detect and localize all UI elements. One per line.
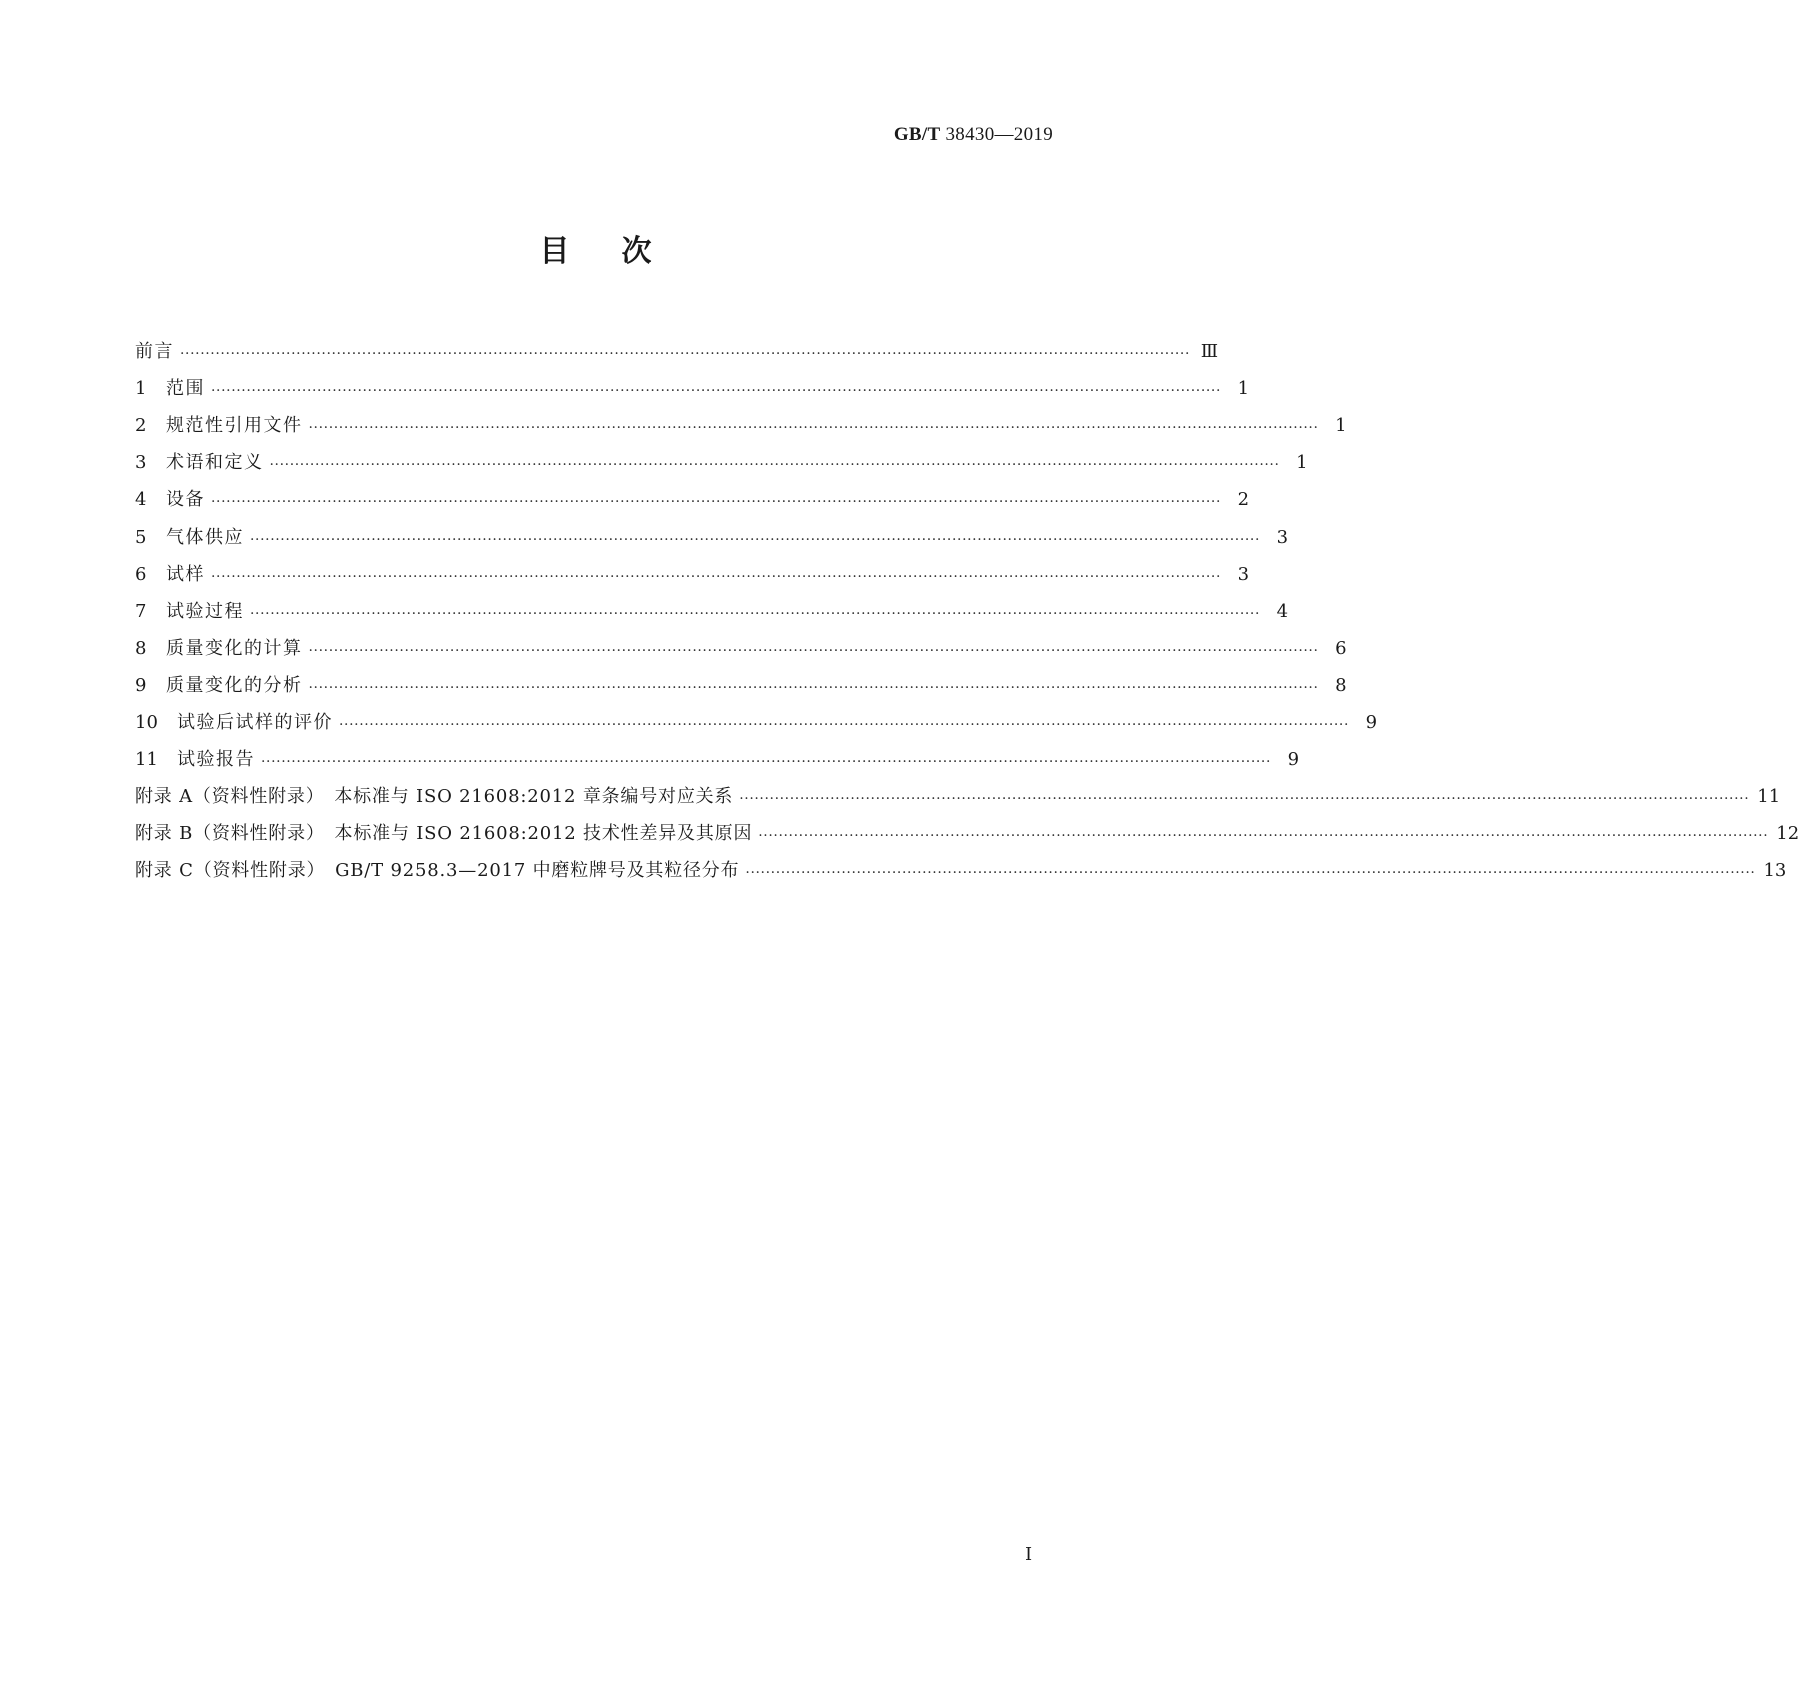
toc-entry-label: 附录 B（资料性附录） 本标准与 ISO 21608:2012 技术性差异及其原因 (135, 823, 753, 845)
toc-entry-page: 9 (1287, 749, 1300, 771)
toc-entry-5[interactable] (135, 509, 1289, 548)
toc-entry-number: 4 (135, 489, 147, 511)
toc-entry-appendix-c[interactable] (135, 843, 1787, 882)
toc-entry-number: 11 (135, 749, 158, 771)
toc-entry-3[interactable] (135, 435, 1308, 474)
toc-entry-7[interactable] (135, 584, 1289, 622)
toc-entry-label: 前言 (135, 341, 174, 363)
toc-leader-dots: ········································································································································································································ (758, 828, 1769, 845)
toc-entry-page: 13 (1763, 860, 1787, 882)
toc-entry-label: 试样 (166, 563, 205, 585)
toc-leader-dots: ········································································································································································································ (180, 346, 1191, 363)
toc-entry-foreword[interactable] (135, 324, 1219, 363)
toc-entry-page: 11 (1757, 786, 1781, 808)
toc-entry-number: 9 (135, 674, 147, 696)
toc-entry-page: 6 (1335, 637, 1347, 659)
toc-entry-page: 1 (1335, 415, 1347, 437)
toc-leader-dots: ········································································································································································································ (211, 494, 1222, 511)
toc-entry-number: 6 (135, 563, 147, 585)
toc-entry-10[interactable] (135, 695, 1378, 734)
toc-leader-dots: ········································································································································································································ (250, 605, 1261, 622)
toc-entry-9[interactable] (135, 658, 1347, 696)
toc-entry-number: 7 (135, 600, 147, 622)
toc-entry-page: 1 (1237, 378, 1250, 400)
standard-prefix: GB/T (893, 124, 941, 145)
toc-entry-number: 2 (135, 415, 147, 437)
toc-leader-dots: ········································································································································································································ (339, 717, 1350, 734)
toc-entry-label: 气体供应 (166, 526, 244, 548)
toc-entry-appendix-a[interactable] (135, 769, 1781, 808)
toc-entry-8[interactable] (135, 621, 1347, 659)
page-title: 目次 (539, 234, 704, 269)
toc-entry-page: 12 (1776, 823, 1799, 845)
toc-leader-dots: ········································································································································································································ (308, 679, 1319, 696)
toc-entry-2[interactable] (135, 398, 1347, 437)
toc-entry-label: 试验过程 (166, 600, 244, 622)
standard-code: 38430—2019 (945, 124, 1053, 145)
toc-entry-appendix-b[interactable] (135, 806, 1799, 845)
toc-leader-dots: ········································································································································································································ (269, 457, 1280, 474)
toc-entry-page: 4 (1276, 600, 1289, 622)
toc-entry-label: 规范性引用文件 (166, 415, 303, 437)
toc-entry-4[interactable] (135, 472, 1250, 511)
toc-entry-number: 5 (135, 526, 147, 548)
toc-entry-label: 附录 C（资料性附录） GB/T 9258.3—2017 中磨粒牌号及其粒径分布 (135, 860, 740, 882)
toc-entry-number: 1 (135, 378, 147, 400)
toc-leader-dots: ········································································································································································································ (308, 420, 1319, 437)
page-number: I (1025, 1544, 1033, 1565)
toc-entry-6[interactable] (135, 547, 1250, 585)
toc-entry-number: 3 (135, 452, 147, 474)
toc-entry-label: 范围 (166, 378, 205, 400)
toc-entry-number: 10 (135, 712, 158, 734)
toc-entry-label: 质量变化的计算 (166, 637, 303, 659)
toc-leader-dots: ········································································································································································································ (308, 642, 1319, 659)
toc-leader-dots: ········································································································································································································ (250, 531, 1261, 548)
toc-leader-dots: ········································································································································································································ (211, 568, 1222, 585)
toc-entry-page: 3 (1276, 526, 1289, 548)
toc-entry-page: 3 (1237, 563, 1250, 585)
toc-entry-label: 质量变化的分析 (166, 674, 303, 696)
toc-leader-dots: ········································································································································································································ (261, 754, 1272, 771)
toc-leader-dots: ········································································································································································································ (745, 865, 1756, 882)
toc-entry-page: 1 (1296, 452, 1308, 474)
toc-entry-page: 9 (1365, 712, 1378, 734)
toc-entry-page: Ⅲ (1200, 341, 1219, 363)
toc-entry-page: 8 (1335, 674, 1347, 696)
standard-number (894, 124, 1053, 146)
toc-entry-label: 设备 (166, 489, 205, 511)
toc-leader-dots: ········································································································································································································ (739, 791, 1750, 808)
toc-entry-number: 8 (135, 637, 147, 659)
toc-entry-1[interactable] (135, 361, 1250, 400)
toc-entry-label: 附录 A（资料性附录） 本标准与 ISO 21608:2012 章条编号对应关系 (135, 786, 734, 808)
toc-entry-page: 2 (1237, 489, 1250, 511)
toc-entry-label: 术语和定义 (166, 452, 264, 474)
toc-entry-label: 试验报告 (177, 749, 255, 771)
toc-entry-11[interactable] (135, 732, 1300, 771)
toc-entry-label: 试验后试样的评价 (177, 712, 333, 734)
toc-leader-dots: ········································································································································································································ (211, 383, 1222, 400)
table-of-contents (135, 324, 1799, 882)
